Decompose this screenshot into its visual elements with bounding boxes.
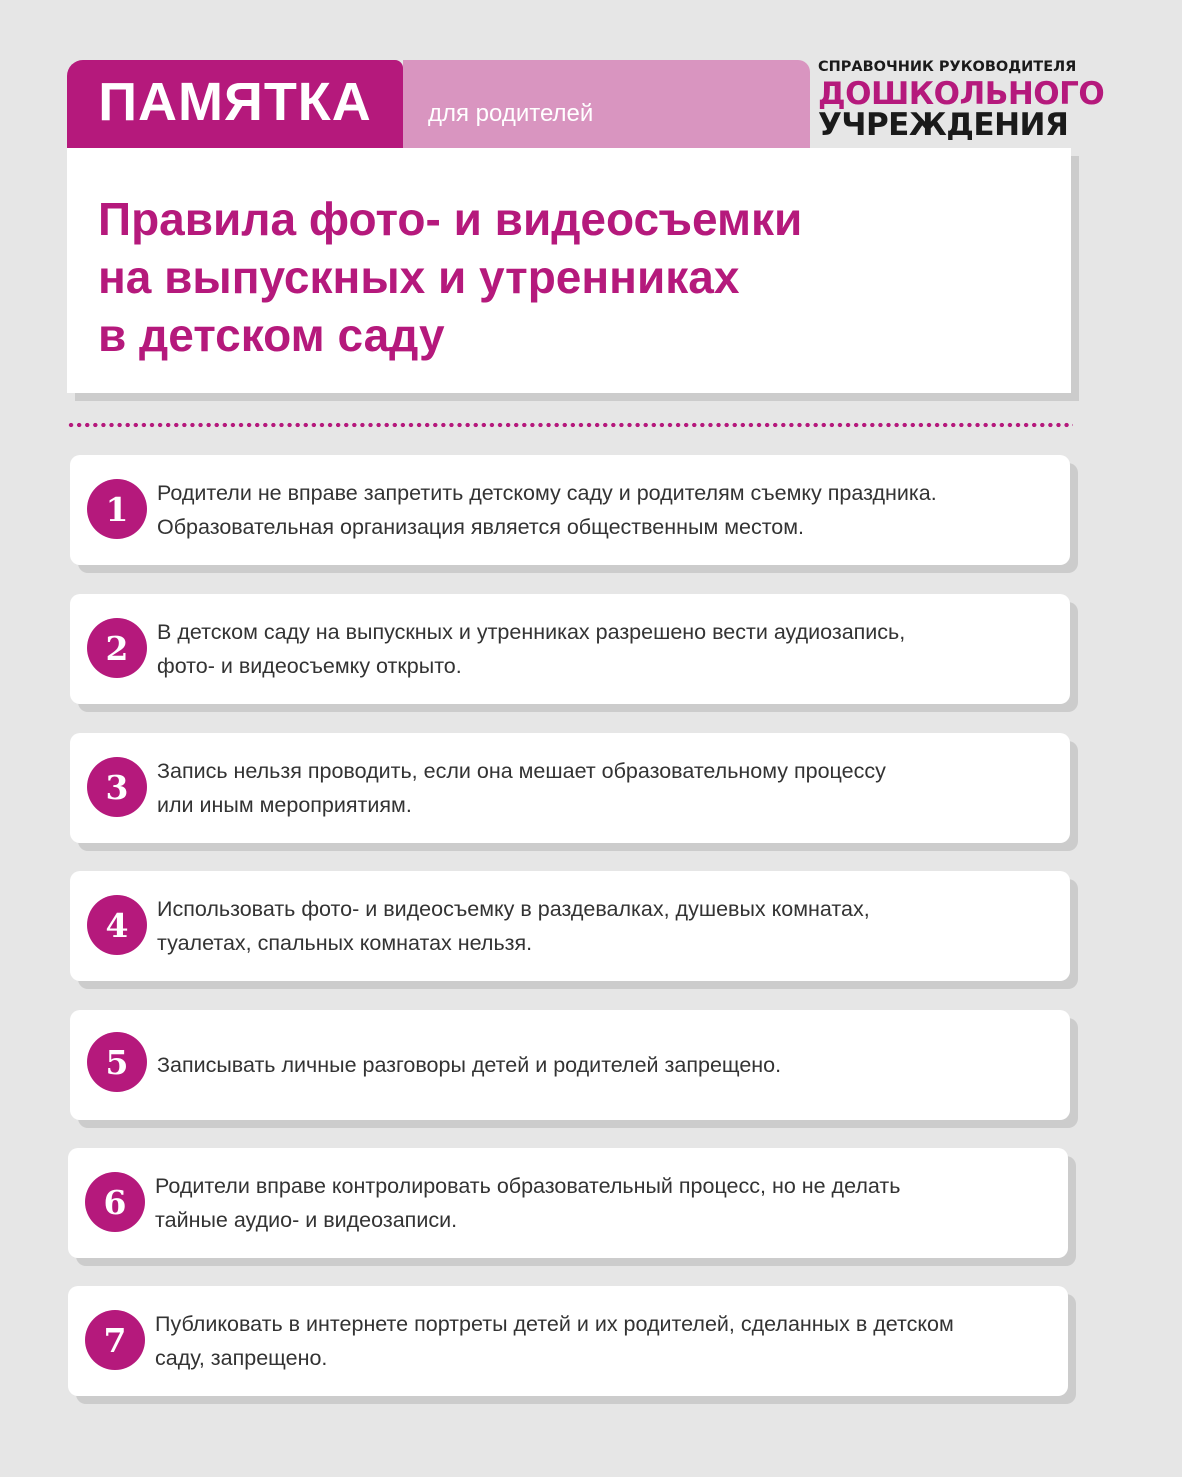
rule-card-6	[68, 1148, 1068, 1258]
rule-text-line: саду, запрещено.	[155, 1346, 328, 1370]
rule-card-2	[70, 594, 1070, 704]
rule-text	[157, 1010, 1030, 1120]
rule-text-line: Образовательная организация является общественным местом.	[157, 515, 805, 539]
rule-card-5	[70, 1010, 1070, 1120]
rule-number-badge: 7	[85, 1310, 145, 1370]
audience-label	[403, 60, 810, 148]
rule-card-7	[68, 1286, 1068, 1396]
rule-text	[157, 871, 1030, 981]
memo-label	[67, 60, 403, 148]
rule-number-badge: 3	[87, 757, 147, 817]
rule-text-line: Записывать личные разговоры детей и родителей запрещено.	[157, 1053, 782, 1077]
rule-number-badge: 2	[87, 618, 147, 678]
page-title	[98, 190, 1071, 364]
rule-text	[157, 594, 1030, 704]
rule-text-line: Родители не вправе запретить детскому саду и родителям съемку праздника.	[157, 481, 937, 505]
rule-card-3	[70, 733, 1070, 843]
rule-text	[157, 733, 1030, 843]
dotted-divider	[67, 422, 1073, 428]
rule-text-line: или иным мероприятиям.	[157, 793, 412, 817]
title-card	[67, 148, 1071, 393]
title-line-3: в детском саду	[98, 309, 445, 361]
brand-line-2: ДОШКОЛЬНОГО	[818, 75, 1105, 112]
rule-text-line: В детском саду на выпускных и утренниках разрешено вести аудиозапись,	[157, 620, 906, 644]
rule-number-badge: 1	[87, 479, 147, 539]
rule-text-line: Публиковать в интернете портреты детей и их родителей, сделанных в детском	[155, 1312, 954, 1336]
rule-text-line: туалетах, спальных комнатах нельзя.	[157, 931, 533, 955]
rule-text-line: Использовать фото- и видеосъемку в раздевалках, душевых комнатах,	[157, 897, 870, 921]
title-line-2: на выпускных и утренниках	[98, 251, 740, 303]
rule-card-1	[70, 455, 1070, 565]
audience-label-text: для родителей	[428, 100, 594, 127]
memo-label-text: ПАМЯТКА	[98, 72, 372, 132]
rule-text	[155, 1286, 1028, 1396]
rule-number-badge: 6	[85, 1172, 145, 1232]
rule-number-badge: 5	[87, 1032, 147, 1092]
rule-text	[155, 1148, 1028, 1258]
rule-card-4	[70, 871, 1070, 981]
title-line-1: Правила фото- и видеосъемки	[98, 193, 803, 245]
brand-line-1: СПРАВОЧНИК РУКОВОДИТЕЛЯ	[818, 59, 1077, 75]
rule-text-line: фото- и видеосъемку открыто.	[157, 654, 462, 678]
rule-text-line: Родители вправе контролировать образовательный процесс, но не делать	[155, 1174, 901, 1198]
brand-logo	[818, 59, 1105, 143]
rule-text-line: тайные аудио- и видеозаписи.	[155, 1208, 458, 1232]
rule-text	[157, 455, 1030, 565]
brand-line-3: УЧРЕЖДЕНИЯ	[818, 106, 1069, 143]
rule-number-badge: 4	[87, 895, 147, 955]
rule-text-line: Запись нельзя проводить, если она мешает образовательному процессу	[157, 759, 886, 783]
